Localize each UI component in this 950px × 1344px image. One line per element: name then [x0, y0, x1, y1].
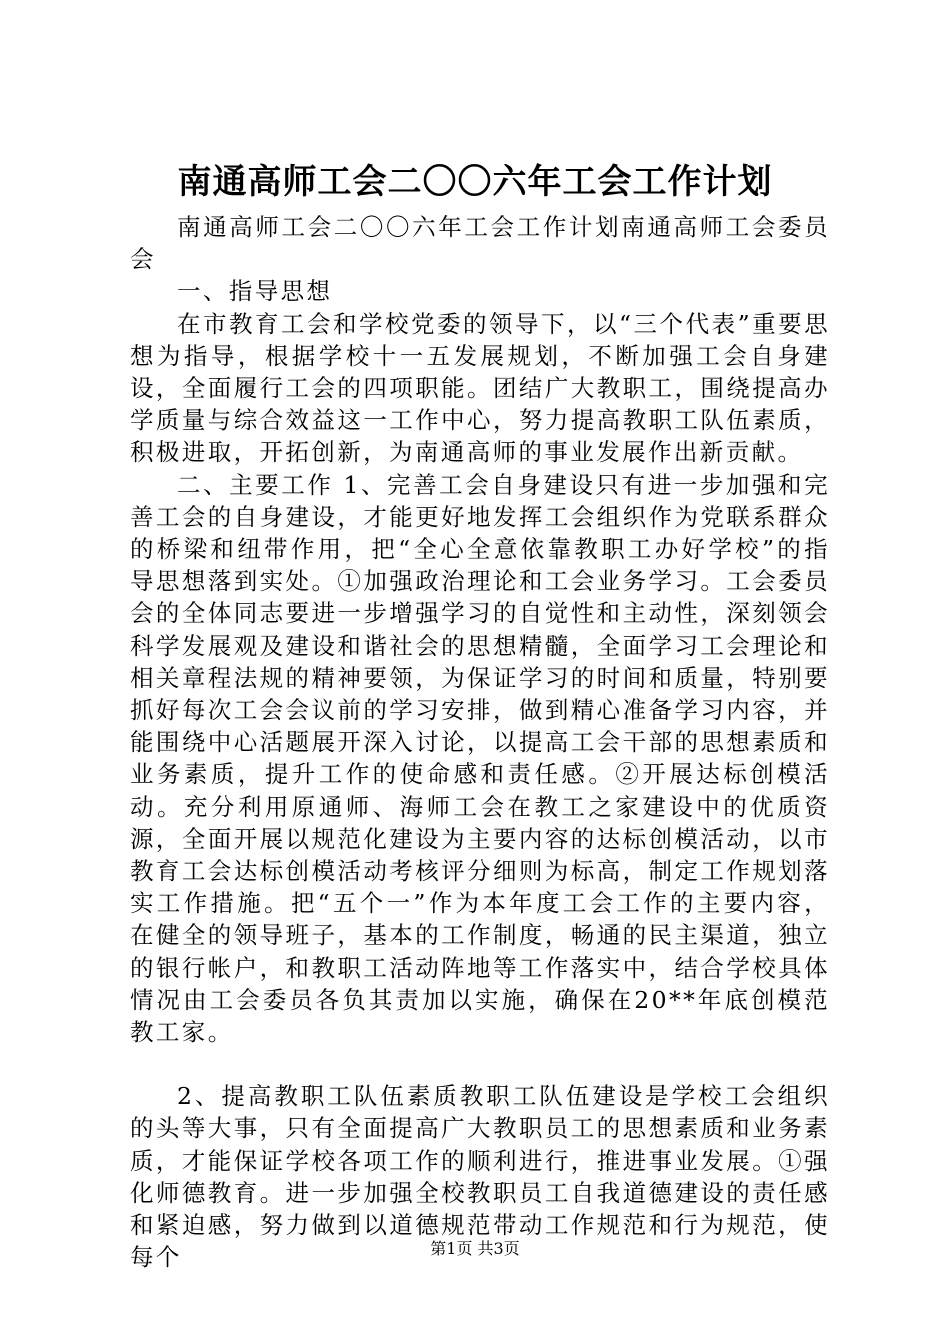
- paragraph-section-1-heading: 一、指导思想: [177, 277, 333, 306]
- paragraph-main-work: 二、主要工作 1、完善工会自身建设只有进一步加强和完善工会的自身建设，才能更好地发挥工会组织作为党联系群众的桥梁和纽带作用，把“全心全意依靠教职工办好学校”的指导思想落到实处。①加强政治理论和工会业务学习。工会委员会的全体同志要进一步增强学习的自觉性和主动性，深刻领会科学发展观及建设和谐社会的思想精髓，全面学习工会理论和相关章程法规的精神要领，为保证学习的时间和质量，特别要抓好每次工会会议前的学习安排，做到精心准备学习内容，并能围绕中心活题展开深入讨论，以提高工会干部的思想素质和业务素质，提升工作的使命感和责任感。②开展达标创模活动。充分利用原通师、海师工会在教工之家建设中的优质资源，全面开展以规范化建设为主要内容的达标创模活动，以市教育工会达标创模活动考核评分细则为标高，制定工作规划落实工作措施。把“五个一”作为本年度工会工作的主要内容，在健全的领导班子，基本的工作制度，畅通的民主渠道，独立的银行帐户，和教职工活动阵地等工作落实中，结合学校具体情况由工会委员各负其责加以实施，确保在20**年底创模范教工家。: [130, 470, 830, 1047]
- paragraph-heading-line: 南通高师工会二〇〇六年工会工作计划南通高师工会委员会: [130, 213, 830, 274]
- document-title: 南通高师工会二〇〇六年工会工作计划: [177, 162, 773, 202]
- paragraph-guiding-thought: 在市教育工会和学校党委的领导下，以“三个代表”重要思想为指导，根据学校十一五发展规划，不断加强工会自身建设，全面履行工会的四项职能。团结广大教职工，围绕提高办学质量与综合效益这一工作中心，努力提高教职工队伍素质，积极进取，开拓创新，为南通高师的事业发展作出新贡献。: [130, 309, 830, 467]
- document-body: [130, 211, 830, 1274]
- paragraph-staff-quality: 2、提高教职工队伍素质教职工队伍建设是学校工会组织的头等大事，只有全面提高广大教职员工的思想素质和业务素质，才能保证学校各项工作的顺利进行，推进事业发展。①强化师德教育。进一步加强全校教职员工自我道德建设的责任感和紧迫感，努力做到以道德规范带动工作规范和行为规范，使每个: [130, 1082, 830, 1272]
- page-number-footer: 第1页 共3页: [430, 1239, 520, 1258]
